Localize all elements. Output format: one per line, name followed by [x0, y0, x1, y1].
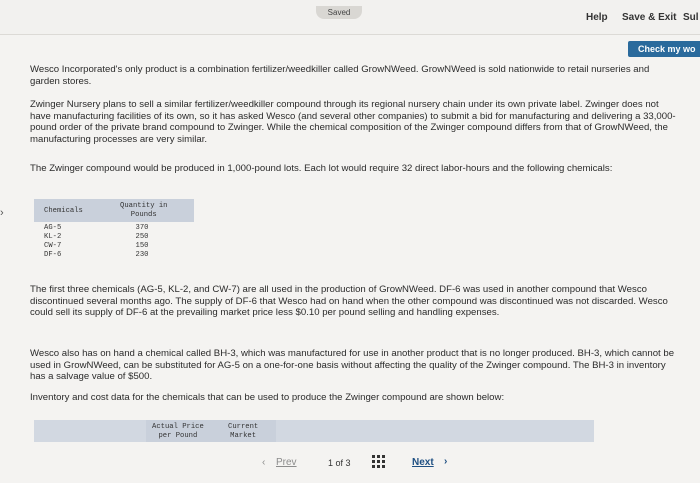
header-current-market-line2: Market — [230, 431, 257, 440]
chemical-name: KL-2 — [44, 233, 62, 241]
check-my-work-button[interactable]: Check my wo — [628, 41, 700, 57]
paragraph-5: Wesco also has on hand a chemical called BH-3, which was manufactured for use in another product that is no longer produced. BH-3, which cannot be used in GrowNWeed, can be substituted for AG-5 on a one-for-one basis without affecting the quality of the Zwinger compound. The BH-3 in inventory has a salvage value of $500. — [30, 348, 675, 382]
header-quantity — [120, 202, 167, 219]
grid-menu-icon[interactable] — [372, 455, 386, 469]
table-row — [34, 251, 194, 260]
header-actual-price — [152, 423, 204, 440]
save-exit-link[interactable]: Save & Exit — [622, 12, 677, 23]
pagination — [262, 455, 462, 473]
table-row — [34, 242, 194, 251]
chemical-quantity: 150 — [135, 242, 149, 250]
prev-link[interactable]: Prev — [276, 457, 297, 468]
table-row — [34, 233, 194, 242]
paragraph-1: Wesco Incorporated's only product is a combination fertilizer/weedkiller called GrowNWeed. GrowNWeed is sold nationwide to retail nurseries and garden stores. — [30, 64, 650, 87]
help-link[interactable]: Help — [586, 12, 608, 23]
header-current-market-line1: Current — [228, 423, 259, 431]
header-actual-price-line1: Actual Price — [152, 423, 204, 431]
header-quantity-line2: Pounds — [130, 210, 157, 219]
next-link[interactable]: Next — [412, 457, 434, 468]
header-quantity-line1: Quantity in — [120, 202, 168, 210]
chemical-name: CW-7 — [44, 242, 62, 250]
chemical-quantity: 230 — [135, 251, 149, 259]
chemical-name: DF-6 — [44, 251, 62, 259]
page-count: 1 of 3 — [328, 458, 351, 468]
chemical-quantity: 250 — [135, 233, 149, 241]
submit-link[interactable]: Sul — [683, 12, 699, 23]
next-arrow-icon[interactable]: › — [444, 456, 448, 467]
top-bar — [0, 0, 700, 35]
header-current-market — [228, 423, 258, 440]
table-row — [34, 224, 194, 233]
prev-arrow-icon[interactable]: ‹ — [262, 457, 266, 468]
chemical-name: AG-5 — [44, 224, 62, 232]
paragraph-6: Inventory and cost data for the chemicals that can be used to produce the Zwinger compound are shown below: — [30, 392, 505, 403]
chemical-quantity: 370 — [135, 224, 149, 232]
collapse-arrow-icon[interactable]: › — [0, 207, 4, 219]
header-actual-price-line2: per Pound — [158, 431, 198, 440]
paragraph-2: Zwinger Nursery plans to sell a similar fertilizer/weedkiller compound through its regional nursery chain under its own private label. Zwinger does not have manufacturing facilities of its own, so it has asked Wesco (and several other companies) to submit a bid for manufacturing and delivering a 33,000-pound order of the private brand compound to Zwinger. While the chemical composition of the Zwinger compound differs from that of GrowNWeed, the manufacturing processes are very similar. — [30, 99, 676, 145]
paragraph-4: The first three chemicals (AG-5, KL-2, and CW-7) are all used in the production of GrowNWeed. DF-6 was used in another compound that Wesco discontinued several months ago. The supply of DF-6 that Wesco had on hand when the other compound was discontinued was not discarded. Wesco could sell its supply of DF-6 at the prevailing market price less $0.10 per pound selling and handling expenses. — [30, 284, 668, 318]
header-chemicals: Chemicals — [44, 207, 83, 215]
chemicals-table-header — [34, 199, 194, 222]
inventory-table-header — [146, 420, 276, 442]
inventory-table-band — [34, 420, 594, 442]
saved-status-badge: Saved — [316, 6, 362, 19]
paragraph-3: The Zwinger compound would be produced in 1,000-pound lots. Each lot would require 32 direct labor-hours and the following chemicals: — [30, 163, 613, 174]
